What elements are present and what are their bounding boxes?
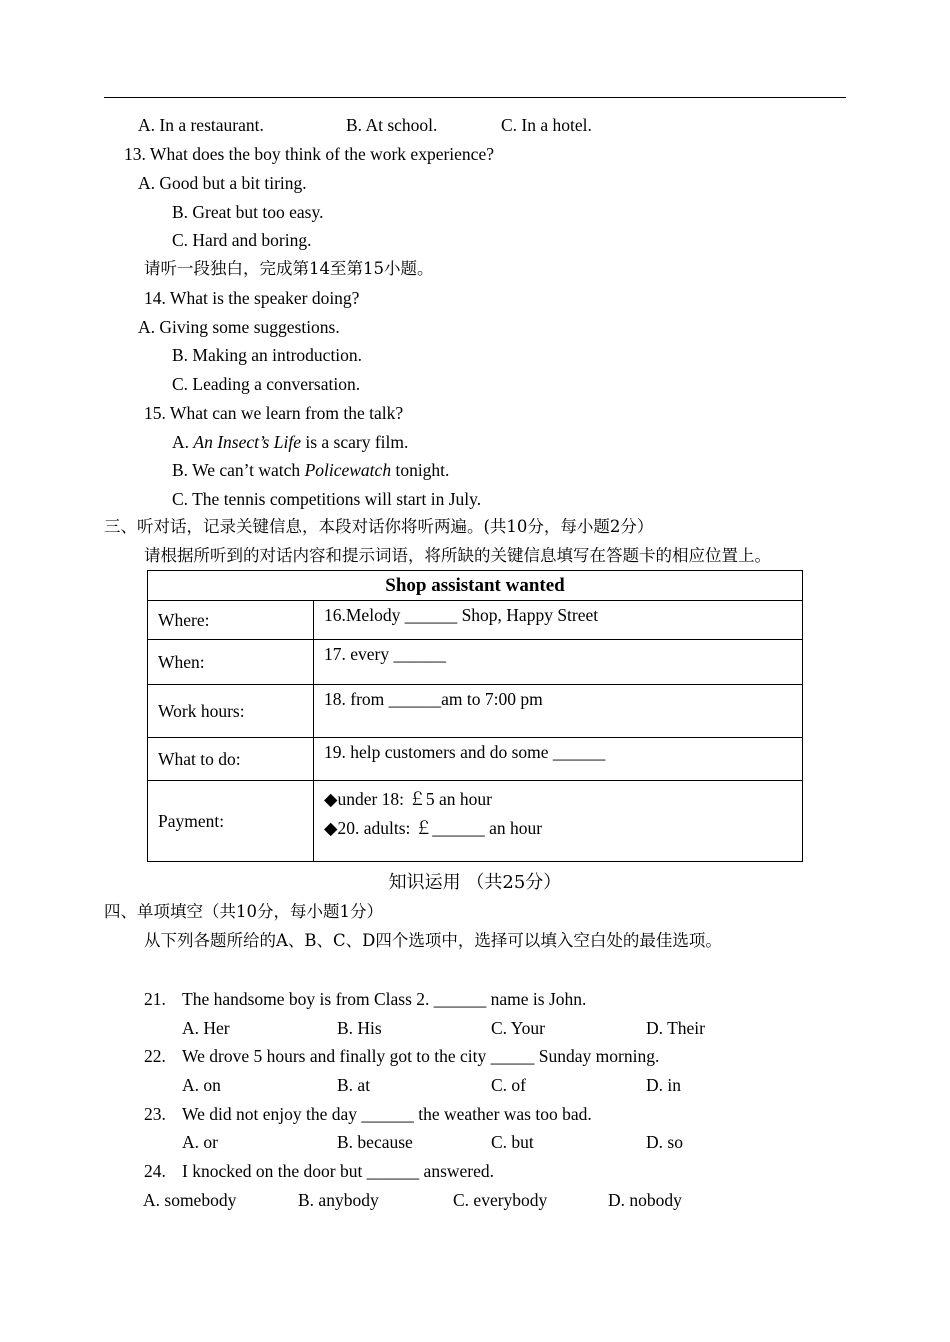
payment-line-adults: ◆20. adults: ￡______ an hour — [324, 818, 543, 838]
header-rule — [104, 97, 846, 98]
q24-option-b: B. anybody — [298, 1190, 379, 1210]
q24-number: 24. — [144, 1161, 166, 1181]
q15-option-c: C. The tennis competitions will start in July. — [172, 489, 482, 509]
q21-option-a: A. Her — [182, 1018, 230, 1038]
q14-option-a: A. Giving some suggestions. — [138, 317, 340, 337]
q24-option-a: A. somebody — [143, 1190, 237, 1210]
q22-text: We drove 5 hours and finally got to the city _____ Sunday morning. — [182, 1046, 660, 1066]
row-value: 18. from ______am to 7:00 pm — [314, 685, 803, 738]
row-label: Where: — [148, 601, 314, 640]
table-row — [148, 738, 803, 781]
q15-question: 15. What can we learn from the talk? — [144, 403, 404, 423]
q21-option-b: B. His — [337, 1018, 382, 1038]
q22-option-d: D. in — [646, 1075, 681, 1095]
row-value: 17. every ______ — [314, 640, 803, 685]
knowledge-heading: 知识运用 （共25分） — [388, 872, 562, 893]
table-row — [148, 685, 803, 738]
table-row — [148, 781, 803, 862]
row-label: When: — [148, 640, 314, 685]
q13-option-c: C. Hard and boring. — [172, 230, 312, 250]
q14-question: 14. What is the speaker doing? — [144, 288, 360, 308]
section4-heading: 四、单项填空（共10分，每小题1分） — [104, 902, 383, 921]
q12-option-c: C. In a hotel. — [501, 115, 592, 135]
q12-option-b: B. At school. — [346, 115, 438, 135]
table-row — [148, 601, 803, 640]
monologue-instruction: 请听一段独白，完成第14至第15小题。 — [144, 259, 434, 278]
q14-option-c: C. Leading a conversation. — [172, 374, 361, 394]
q13-question: 13. What does the boy think of the work experience? — [124, 144, 494, 164]
q13-option-a: A. Good but a bit tiring. — [138, 173, 307, 193]
q14-option-b: B. Making an introduction. — [172, 345, 363, 365]
q22-option-b: B. at — [337, 1075, 371, 1095]
q22-option-c: C. of — [491, 1075, 526, 1095]
q21-number: 21. — [144, 989, 166, 1009]
q21-text: The handsome boy is from Class 2. ______ name is John. — [182, 989, 587, 1009]
section3-instruction: 请根据所听到的对话内容和提示词语，将所缺的关键信息填写在答题卡的相应位置上。 — [144, 546, 771, 565]
row-label: Work hours: — [148, 685, 314, 738]
q23-number: 23. — [144, 1104, 166, 1124]
q13-option-b: B. Great but too easy. — [172, 202, 324, 222]
q21-option-c: C. Your — [491, 1018, 545, 1038]
shop-assistant-table — [147, 570, 803, 862]
row-label: What to do: — [148, 738, 314, 781]
payment-line-under18: ◆under 18: ￡5 an hour — [324, 789, 493, 809]
q24-option-c: C. everybody — [453, 1190, 548, 1210]
q24-text: I knocked on the door but ______ answered. — [182, 1161, 495, 1181]
q22-option-a: A. on — [182, 1075, 221, 1095]
q23-option-d: D. so — [646, 1132, 683, 1152]
table-title: Shop assistant wanted — [148, 571, 803, 601]
q15-option-a: A. An Insect’s Life is a scary film. — [172, 432, 409, 452]
section4-instruction: 从下列各题所给的A、B、C、D四个选项中，选择可以填入空白处的最佳选项。 — [144, 931, 722, 950]
q23-option-c: C. but — [491, 1132, 534, 1152]
payment-value — [314, 781, 803, 862]
q15-option-b: B. We can’t watch Policewatch tonight. — [172, 460, 450, 480]
payment-label: Payment: — [148, 781, 314, 862]
q21-option-d: D. Their — [646, 1018, 705, 1038]
q23-text: We did not enjoy the day ______ the weather was too bad. — [182, 1104, 592, 1124]
section3-heading: 三、听对话，记录关键信息，本段对话你将听两遍。(共10分，每小题2分） — [104, 517, 654, 536]
q23-option-b: B. because — [337, 1132, 413, 1152]
q22-number: 22. — [144, 1046, 166, 1066]
q24-option-d: D. nobody — [608, 1190, 682, 1210]
q23-option-a: A. or — [182, 1132, 218, 1152]
row-value: 16.Melody ______ Shop, Happy Street — [314, 601, 803, 640]
q12-option-a: A. In a restaurant. — [138, 115, 264, 135]
table-row — [148, 640, 803, 685]
row-value: 19. help customers and do some ______ — [314, 738, 803, 781]
